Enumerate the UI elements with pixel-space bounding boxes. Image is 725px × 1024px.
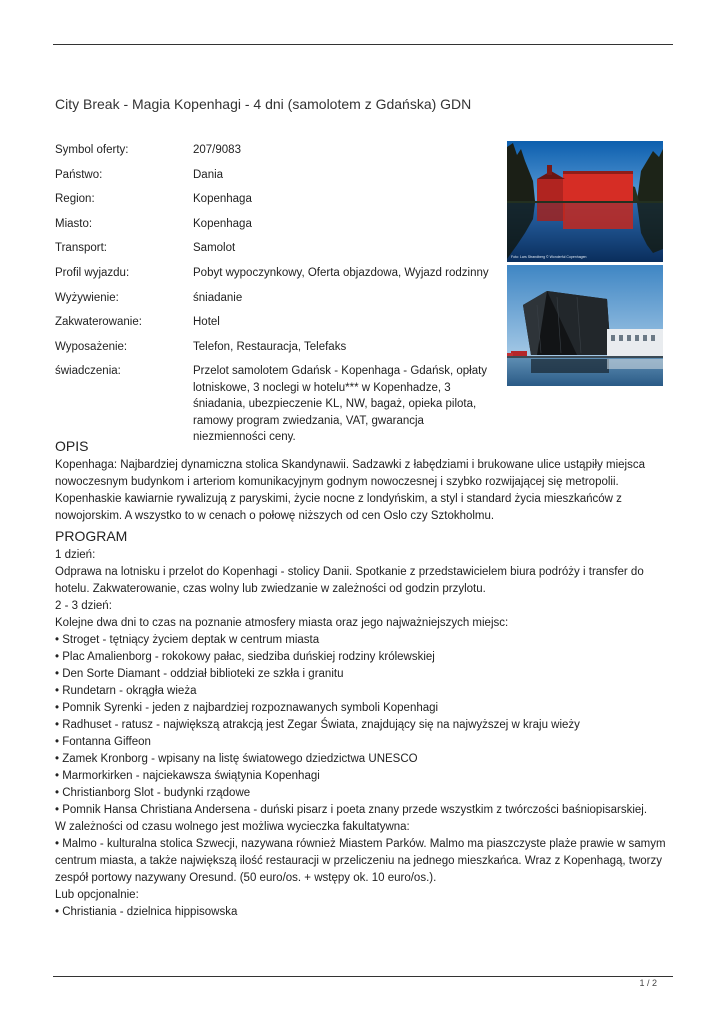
spec-row-services: [55, 363, 495, 446]
program-list-item: • Fontanna Giffeon: [55, 736, 151, 748]
program-line: 1 dzień:: [55, 549, 96, 561]
spec-row-country: [55, 167, 495, 183]
spec-value: Samolot: [193, 242, 236, 255]
page-number: 1 / 2: [639, 978, 657, 988]
spec-row-transport: [55, 240, 495, 256]
program-line: Kolejne dwa dni to czas na poznanie atmosfery miasta oraz jego najważniejszych miejsc:: [55, 617, 509, 629]
spec-row-region: [55, 191, 495, 207]
program-list-item: • Malmo - kulturalna stolica Szwecji, nazywana również Miastem Parków. Malmo ma piaszczyste plaże prawie w samym centrum miasta, a także największą ilość restauracji w przeliczeniu na jednego mieszkańca. Wraz z Kopenhagą, tworzy zespół portowy nazywany Oresund. (50 euro/os. + wstępy ok. 10 euro/os.).: [55, 838, 666, 884]
spec-row-profile: [55, 265, 495, 281]
opis-text: Kopenhaga: Najbardziej dynamiczna stolica Skandynawii. Sadzawki z łabędziami i brukowane ulice ustąpiły miejsca nowoczesnym budynkom i arteriom komunikacyjnym godnym nowoczesnej i szybko rozwijającej się metropolii. Kopenhaskie kawiarnie rywalizują z paryskimi, życie nocne z londyńskim, a styl i standard życia mieszkańców z nowojorskim. A wszystko to w cenach o połowę niższych od cen Oslo czy Sztokholmu.: [55, 459, 645, 522]
spec-value: Przelot samolotem Gdańsk - Kopenhaga - Gdańsk, opłaty lotniskowe, 3 noclegi w hotelu*** w Kopenhadze, 3 śniadania, ubezpieczenie KL, NW, bagaż, opieka pilota, ramowy program zwiedzania, VAT, gwarancja niezmienności ceny.: [193, 365, 488, 444]
spec-row-board: [55, 290, 495, 306]
spec-label: Państwo:: [55, 168, 103, 181]
program-list-item: • Christiania - dzielnica hippisowska: [55, 906, 238, 918]
spec-value: śniadanie: [193, 291, 243, 304]
program-list-item: • Den Sorte Diamant - oddział biblioteki ze szkła i granitu: [55, 668, 344, 680]
program-list-item: • Plac Amalienborg - rokokowy pałac, siedziba duńskiej rodziny królewskiej: [55, 651, 435, 663]
page-title: City Break - Magia Kopenhagi - 4 dni (samolotem z Gdańska) GDN: [55, 96, 472, 112]
program-list-item: • Pomnik Hansa Christiana Andersena - duński pisarz i poeta znany przede wszystkim z twórczości baśniopisarskiej.: [55, 804, 648, 816]
main-content: [55, 437, 680, 921]
spec-value: Kopenhaga: [193, 217, 252, 230]
spec-value: 207/9083: [193, 144, 241, 156]
spec-value: Telefon, Restauracja, Telefaks: [193, 340, 347, 353]
program-list-item: • Stroget - tętniący życiem deptak w centrum miasta: [55, 634, 320, 646]
spec-label: Region:: [55, 193, 95, 206]
program-line: Lub opcjonalnie:: [55, 889, 139, 901]
program-list-item: • Marmorkirken - najciekawsza świątynia Kopenhagi: [55, 770, 320, 782]
program-list-item: • Radhuset - ratusz - największą atrakcją jest Zegar Świata, znajdujący się na najwyższej w kraju wieży: [55, 719, 580, 731]
spec-value: Pobyt wypoczynkowy, Oferta objazdowa, Wyjazd rodzinny: [193, 266, 489, 279]
opis-heading: OPIS: [55, 438, 89, 454]
photo-castle: [507, 141, 663, 262]
spec-label: Symbol oferty:: [55, 144, 129, 156]
spec-label: Transport:: [55, 242, 107, 255]
spec-label: Zakwaterowanie:: [55, 316, 142, 329]
program-list-item: • Christianborg Slot - budynki rządowe: [55, 787, 251, 799]
program-list-item: • Pomnik Syrenki - jeden z najbardziej rozpoznawanych symboli Kopenhagi: [55, 702, 439, 714]
spec-value: Hotel: [193, 316, 220, 329]
spec-label: Profil wyjazdu:: [55, 266, 130, 279]
spec-value: Kopenhaga: [193, 193, 252, 206]
program-line: 2 - 3 dzień:: [55, 600, 112, 612]
offer-details-table: [55, 142, 495, 454]
spec-value: Dania: [193, 168, 224, 181]
photo-caption: Foto: Lars Strandberg © Wonderful Copenhagen: [511, 255, 587, 259]
spec-label: świadczenia:: [55, 365, 121, 378]
program-heading: PROGRAM: [55, 528, 128, 544]
header-rule: [53, 44, 673, 45]
program-list-item: • Rundetarn - okrągła wieża: [55, 685, 197, 697]
spec-label: Wyżywienie:: [55, 291, 119, 304]
program-line: W zależności od czasu wolnego jest możliwa wycieczka fakultatywna:: [55, 821, 410, 833]
program-list-item: • Zamek Kronborg - wpisany na listę światowego dziedzictwa UNESCO: [55, 753, 418, 765]
spec-row-accommodation: [55, 314, 495, 330]
program-line: Odprawa na lotnisku i przelot do Kopenhagi - stolicy Danii. Spotkanie z przedstawicielem biura podróży i transfer do hotelu. Zakwaterowanie, czas wolny lub zwiedzanie w zależności od godzin przylotu.: [55, 566, 644, 595]
spec-row-city: [55, 216, 495, 232]
spec-label: Wyposażenie:: [55, 340, 128, 353]
spec-label: Miasto:: [55, 217, 93, 230]
spec-row-symbol: [55, 142, 495, 158]
footer-rule: [53, 976, 673, 977]
photo-black-diamond: [507, 265, 663, 386]
spec-row-equipment: [55, 339, 495, 355]
